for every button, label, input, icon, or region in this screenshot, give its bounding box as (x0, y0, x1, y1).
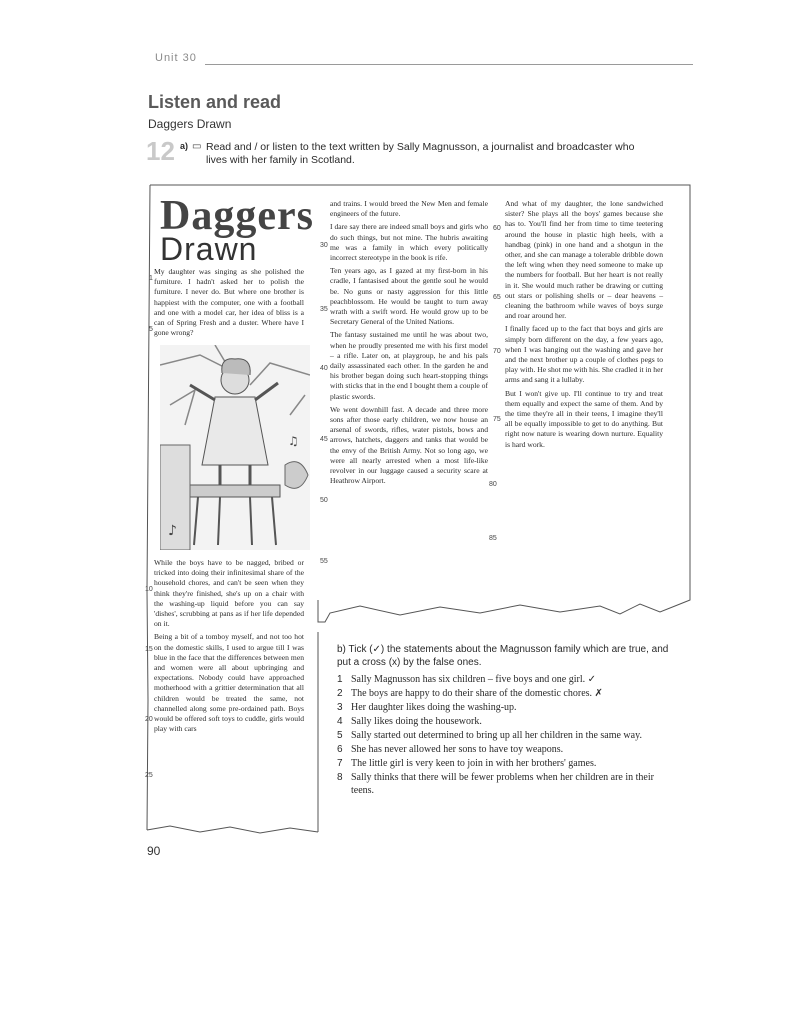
line-number: 15 (145, 646, 153, 653)
task-b-instruction: b) Tick (✓) the statements about the Magnusson family which are true, and put a cross (x) by the false ones. (337, 644, 669, 668)
article-title-line-1: Daggers (160, 193, 314, 239)
svg-text:♫: ♫ (288, 434, 299, 448)
paragraph: Ten years ago, as I gazed at my first-born in his cradle, I fantasised about the gentle soul he would be. No guns or nasty aggression for this little peachblossom. He would be taught to turn away wrath with a swift word. He would grow up to be Secretary General of the United Nations. (330, 266, 488, 327)
line-number: 85 (489, 535, 497, 542)
paragraph: I finally faced up to the fact that boys and girls are simply born different on the day, a few years ago, when I was hanging out the washing and gave her and the next brother up a couple of clothes pegs to play with. He shot me with his. She cradled it in her arms and sang it a lullaby. (505, 324, 663, 385)
exercise-letter: a) (180, 141, 189, 151)
statement-number: 5 (337, 730, 343, 741)
line-number: 75 (493, 416, 501, 423)
paragraph: The fantasy sustained me until he was about two, when he proudly presented me with his first model – a rifle. Later on, at playgroup, he and his pals daily assassinated each other. In the garden he and his brother began doing such heart-stopping things with sticks that in the end I bought them a couple of plastic swords. (330, 330, 488, 401)
paragraph: But I won't give up. I'll continue to try and treat them equally and expect the same of them. And by the time they're all in their teens, I imagine they'll all be equally impossible to get to do anything. But right now nature is wearing down nurture. Equality is hard work. (505, 388, 663, 449)
statement-item (337, 729, 677, 742)
statement-text: Sally Magnusson has six children – five boys and one girl. ✓ (351, 674, 597, 685)
line-number: 80 (489, 481, 497, 488)
unit-label: Unit 30 (155, 52, 197, 64)
line-number: 65 (493, 294, 501, 301)
article-title-line-2: Drawn (160, 231, 258, 267)
statement-number: 4 (337, 716, 343, 727)
section-subtitle: Daggers Drawn (148, 117, 232, 131)
cd-audio-icon: ▭ (192, 141, 202, 152)
line-number: 5 (149, 326, 153, 333)
statement-number: 1 (337, 674, 343, 685)
line-number: 60 (493, 225, 501, 232)
statement-number: 2 (337, 688, 343, 699)
svg-text:♪: ♪ (168, 523, 177, 539)
line-number: 20 (145, 716, 153, 723)
statement-item (337, 687, 677, 700)
statement-text: Sally thinks that there will be fewer problems when her children are in their teens. (351, 772, 654, 796)
statement-text: Sally started out determined to bring up all her children in the same way. (351, 730, 642, 741)
section-heading: Listen and read (148, 92, 282, 112)
statement-item (337, 715, 677, 728)
statement-text: She has never allowed her sons to have toy weapons. (351, 744, 564, 755)
line-number: 30 (320, 242, 328, 249)
statement-text: Her daughter likes doing the washing-up. (351, 702, 517, 713)
article-column-2 (330, 199, 488, 489)
line-number: 35 (320, 306, 328, 313)
statement-text: Sally likes doing the housework. (351, 716, 482, 727)
line-number: 10 (145, 586, 153, 593)
statement-number: 7 (337, 758, 343, 769)
statement-item (337, 743, 677, 756)
line-number: 55 (320, 558, 328, 565)
line-number: 25 (145, 772, 153, 779)
paragraph: Being a bit of a tomboy myself, and not too hot on the domestic skills, I used to argue till I was blue in the face that the differences between men and women were all about upbringing and expectations. Nobody could have approached motherhood with a grittier determination that all children would be treated the same, not channelled along some pre-ordained path. Boys would be offered soft toys to cuddle, girls would play with cars (154, 632, 304, 734)
statement-item (337, 771, 677, 797)
article-column-3 (505, 199, 663, 453)
instruction-line-1: Read and / or listen to the text written by Sally Magnusson, a journalist and broadcaster who (206, 141, 635, 153)
instruction-line-2: lives with her family in Scotland. (206, 154, 355, 166)
paragraph: And what of my daughter, the lone sandwiched sister? She plays all the boys' games because she has to. You'll find her from time to time teetering around the house in plastic high heels, with a handbag (pink) in one hand and a shotgun in the other, and she can manage a tolerable dribble down the left wing when they need someone to make up the numbers for football. But her heart is not really in it. She would much rather be drawing or cutting out stars or polishing shells or – dear heavens – cleaning the bathroom while waves of boys surge and roar around her. (505, 199, 663, 321)
article-illustration (160, 345, 310, 550)
statement-item (337, 673, 677, 686)
task-b (337, 643, 677, 798)
paragraph: While the boys have to be nagged, bribed or tricked into doing their infinitesimal share of the household chores, and can't be seen when they think they're finished, she's up on a chair with the washing-up liquid before you can say 'dishes', scrubbing at pans as if her life depended on it. (154, 558, 304, 629)
page-number: 90 (147, 844, 161, 858)
article-column-1-top (154, 267, 304, 341)
paragraph: We went downhill fast. A decade and three more sons after those early children, we now house an arsenal of swords, rifles, water pistols, bows and arrows, hatchets, daggers and tanks that would be the envy of the British Army. Not so long ago, we were all nearly arrested when a most life-like revolver in our luggage caused a security scare at Heathrow Airport. (330, 404, 488, 486)
statement-text: The boys are happy to do their share of the domestic chores. ✗ (351, 688, 603, 699)
line-number: 45 (320, 436, 328, 443)
paragraph: I dare say there are indeed small boys and girls who do such things, but not mine. The hubris awaiting me was a family in which every politically incorrect stereotype in the book is rife. (330, 222, 488, 263)
statement-number: 3 (337, 702, 343, 713)
line-number: 70 (493, 348, 501, 355)
article-column-1-bottom (154, 558, 304, 737)
statement-text: The little girl is very keen to join in with her brothers' games. (351, 758, 597, 769)
statement-item (337, 757, 677, 770)
statement-number: 8 (337, 772, 343, 783)
statement-item (337, 701, 677, 714)
statement-number: 6 (337, 744, 343, 755)
line-number: 1 (149, 275, 153, 282)
line-number: 40 (320, 365, 328, 372)
line-number: 50 (320, 497, 328, 504)
paragraph: and trains. I would breed the New Men and female engineers of the future. (330, 199, 488, 219)
paragraph: My daughter was singing as she polished the furniture. I hadn't asked her to polish the furniture. I never do. But where one brother is happiest with the computer, one with a football and one with a model car, her idea of bliss is a can of Spring Fresh and a duster. Where have I gone wrong? (154, 267, 304, 338)
exercise-number: 12 (146, 136, 175, 166)
